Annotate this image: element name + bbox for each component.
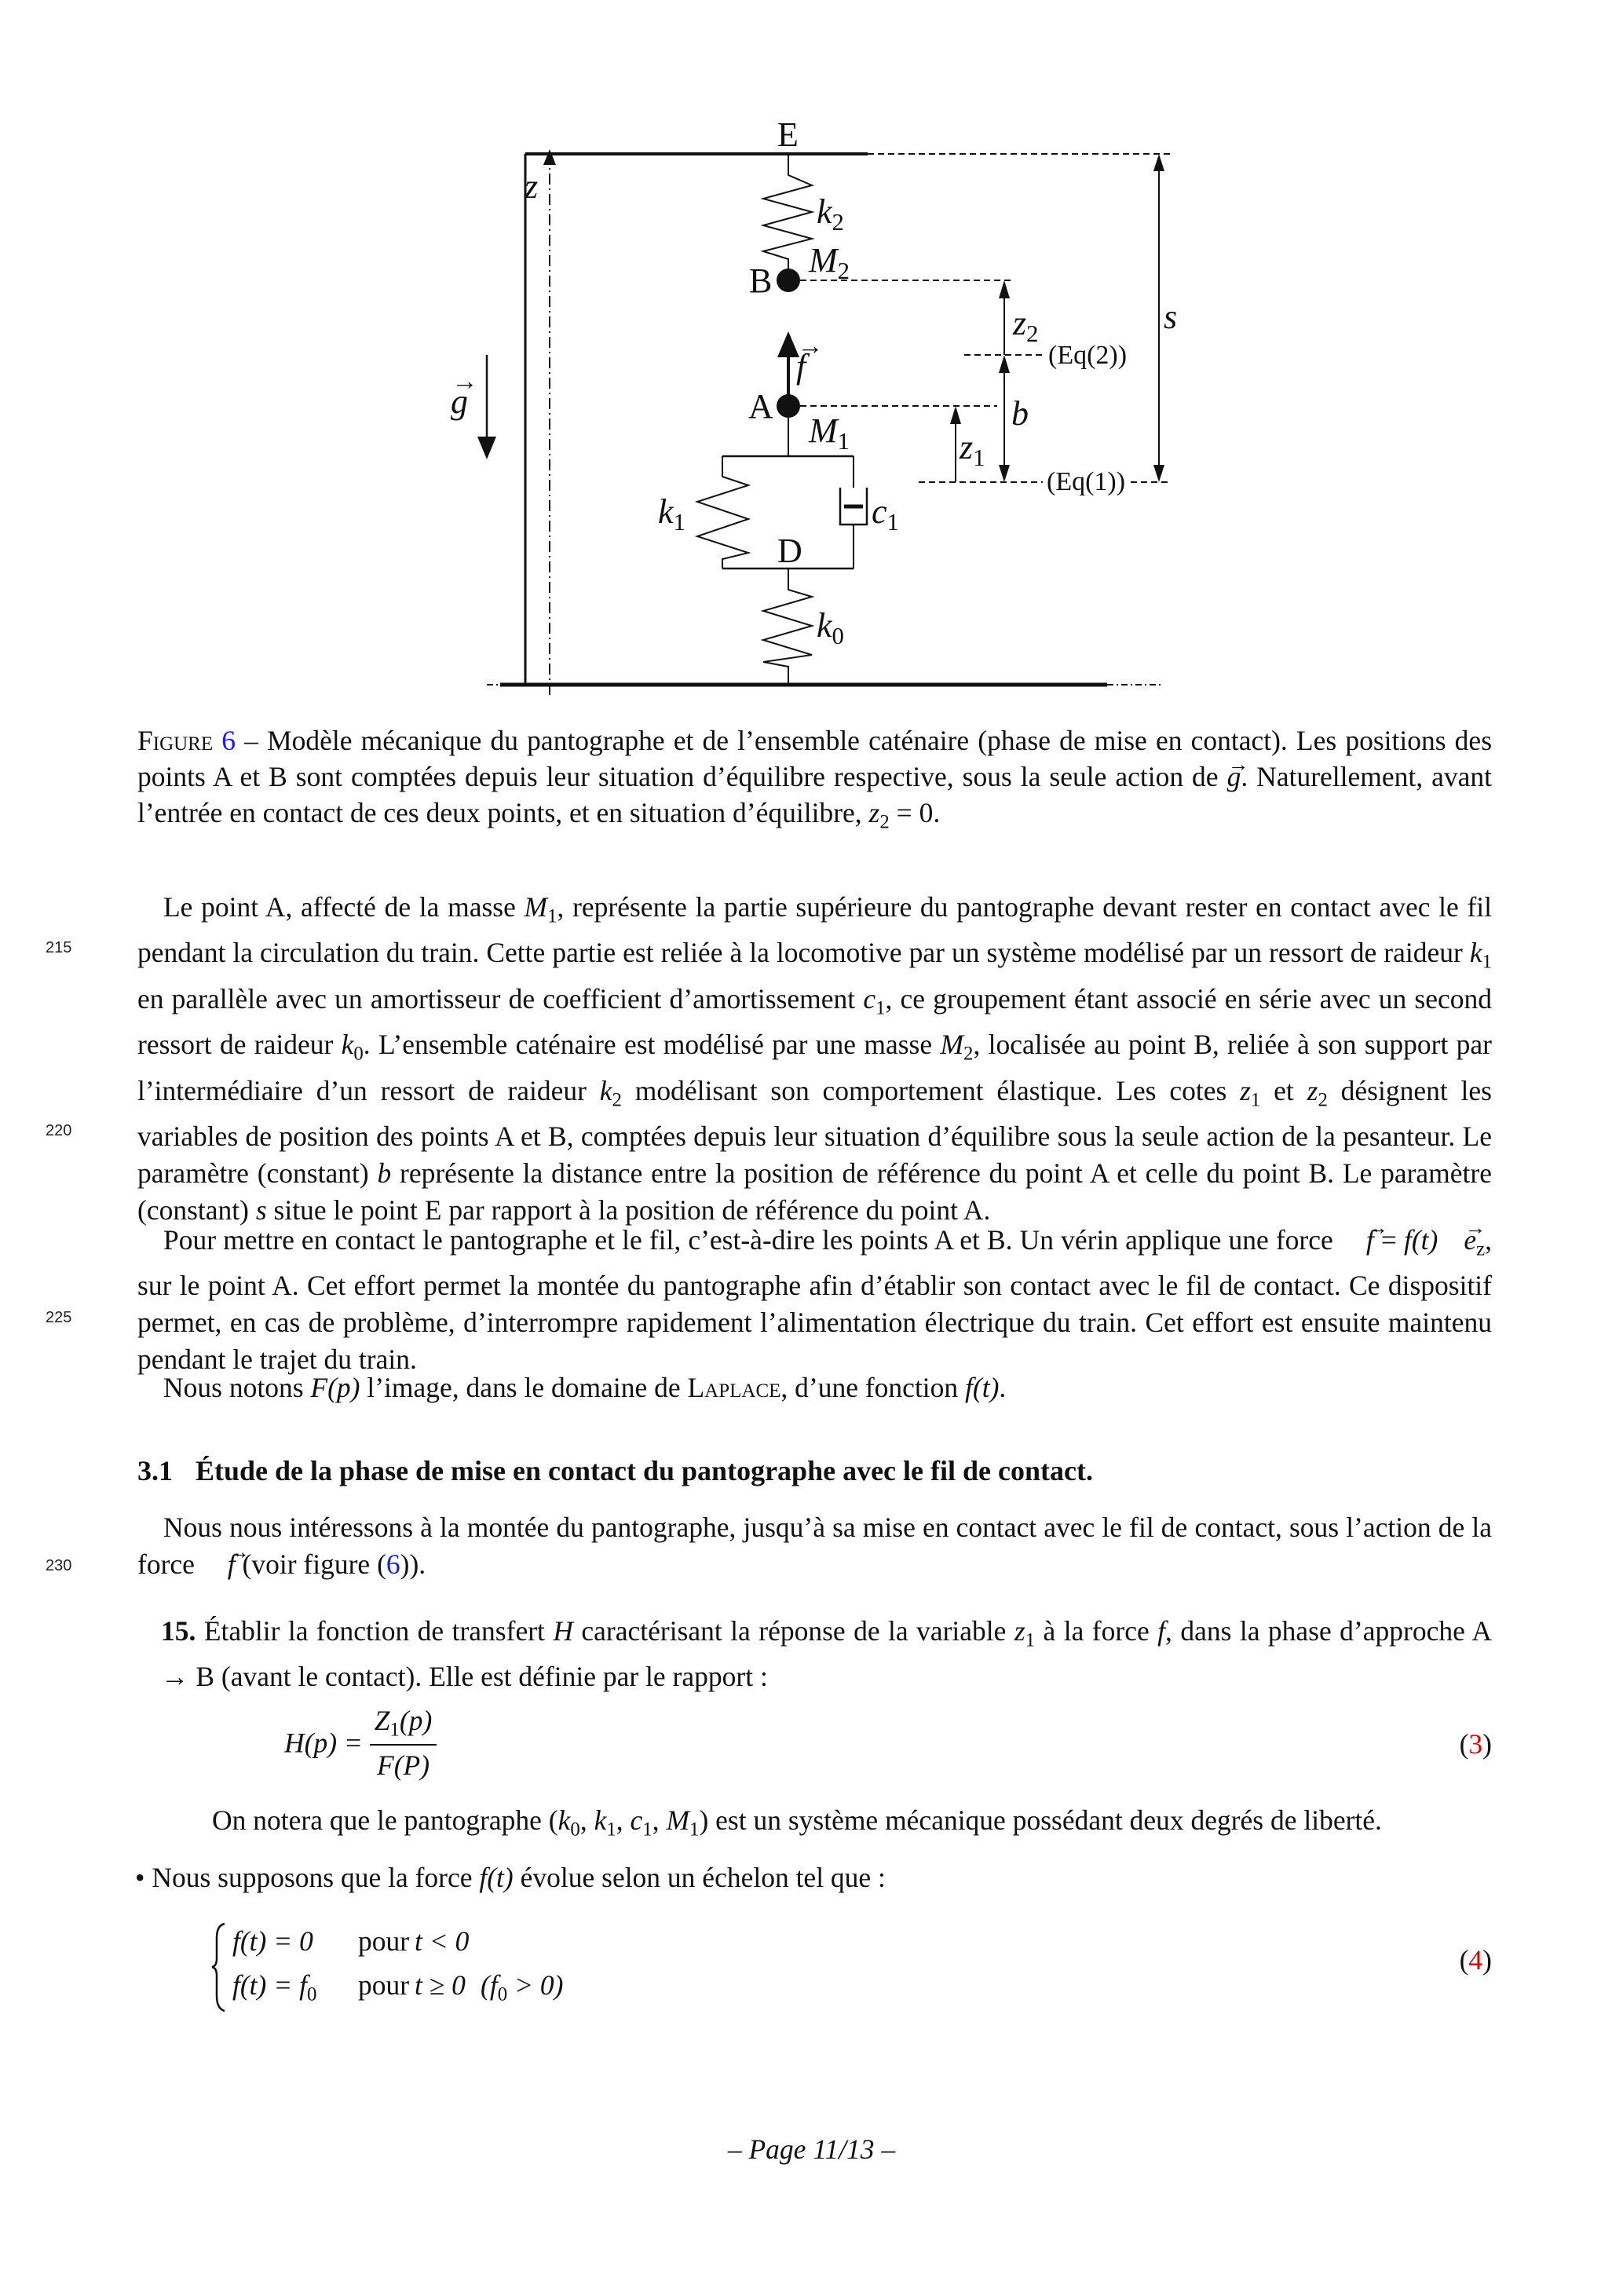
label-c1: $c_1$ bbox=[872, 492, 899, 536]
line-number: 225 bbox=[46, 1309, 72, 1326]
caption-prefix: Figure bbox=[137, 725, 214, 756]
figure-caption: Figure 6 – Modèle mécanique du pantographe et de l’ensemble caténaire (phase de mise en contact). Les positions des points A et B sont comptées depuis leur situation d’équilibre respective, sous la seule action de → g. Naturellement, avant l’entrée en contact de ces deux points, et en situation d’équilibre, $z_2 = 0$. bbox=[137, 722, 1492, 840]
label-m1: $M_1$ bbox=[809, 411, 850, 455]
label-eq1: (Eq(1)) bbox=[1047, 467, 1126, 496]
gravity-arrowhead bbox=[477, 437, 496, 459]
figure-ref-link[interactable]: 6 bbox=[386, 1548, 400, 1580]
section-heading bbox=[137, 1454, 1093, 1487]
section-title-text: Étude de la phase de mise en contact du pantographe avec le fil de contact. bbox=[196, 1455, 1093, 1486]
equation-3-number: (3) bbox=[1459, 1728, 1492, 1760]
equation-3: H(p) = $\frac{Z_1(p)}{F(P)}$ bbox=[284, 1704, 437, 1782]
label-point-e: E bbox=[777, 115, 799, 154]
label-z-axis: z bbox=[525, 167, 539, 206]
line-number: 230 bbox=[46, 1557, 72, 1574]
line-number: 215 bbox=[46, 939, 72, 956]
label-point-b: B bbox=[749, 261, 773, 300]
figure-pantograph-model bbox=[0, 0, 1623, 707]
mass-a bbox=[777, 394, 800, 418]
spring-k1 bbox=[697, 456, 748, 569]
bullet-step-force: • Nous supposons que la force f(t) évolue selon un échelon tel que : bbox=[135, 1862, 886, 1893]
label-eq2: (Eq(2)) bbox=[1048, 341, 1128, 370]
label-s: s bbox=[1164, 298, 1178, 336]
label-z1: $z_1$ bbox=[960, 428, 985, 472]
paragraph-section-intro: Nous nous intéressons à la montée du pantographe, jusqu’à sa mise en contact avec le fil de contact, sous l’action de la force → f (voir figure (6)). bbox=[137, 1509, 1492, 1583]
mass-b bbox=[777, 269, 800, 292]
g-vector-symbol: → g bbox=[1227, 759, 1241, 795]
label-k0: $k_0$ bbox=[817, 606, 844, 650]
note-degrees-of-freedom: On notera que le pantographe ($k_0$, $k_1$, $c_1$, $M_1$) est un système mécanique possédant deux degrés de liberté. bbox=[212, 1804, 1382, 1841]
label-point-d: D bbox=[777, 532, 802, 570]
section-number: 3.1 bbox=[137, 1455, 173, 1486]
label-point-a: A bbox=[748, 387, 773, 426]
question-15: 15. Établir la fonction de transfert H caractérisant la réponse de la variable $z_1$ à la force f, dans la phase d’approche A → B (avant le contact). Elle est définie par le rapport : bbox=[161, 1615, 1492, 1693]
label-m2: $M_2$ bbox=[809, 241, 850, 285]
label-k1: $k_1$ bbox=[658, 492, 685, 536]
figure-number-link[interactable]: 6 bbox=[221, 725, 236, 756]
bullet-icon: • bbox=[135, 1862, 145, 1893]
left-brace-icon bbox=[210, 1922, 228, 2013]
paragraph-force-actuator: Pour mettre en contact le pantographe et le fil, c’est-à-dire les points A et B. Un vérin applique une force → $f = f(t) \to e_z$, sur le point A. Cet effort permet la montée du pantographe afin d’établir son contact avec le fil de contact. Ce dispositif permet, en cas de problème, d’interrompre rapidement l’alimentation électrique du train. Cet effort est ensuite maintenu pendant le trajet du train. bbox=[137, 1222, 1492, 1378]
label-k2: $k_2$ bbox=[817, 192, 844, 236]
equation-4-number: (4) bbox=[1459, 1944, 1492, 1976]
paragraph-laplace-notation: Nous notons F(p) l’image, dans le domaine de Laplace, d’une fonction f(t). bbox=[163, 1372, 1007, 1403]
label-g-vector: → g bbox=[451, 385, 468, 419]
spring-k0 bbox=[763, 569, 812, 685]
z-axis-arrowhead bbox=[543, 149, 556, 165]
line-number: 220 bbox=[46, 1122, 72, 1139]
label-b: b bbox=[1011, 394, 1029, 433]
label-z2: $z_2$ bbox=[1013, 304, 1039, 348]
paragraph-model-description: Le point A, affecté de la masse $M_1$, représente la partie supérieure du pantographe devant rester en contact avec le fil pendant la circulation du train. Cette partie est reliée à la locomotive par un système modélisé par un ressort de raideur $k_1$ en parallèle avec un amortisseur de coefficient d’amortissement $c_1$, ce groupement étant associé en série avec un second ressort de raideur $k_0$. L’ensemble caténaire est modélisé par une masse $M_2$, localisée au point B, reliée à son support par l’intermédiaire d’un ressort de raideur $k_2$ modélisant son comportement élastique. Les cotes $z_1$ et $z_2$ désignent les variables de position des points A et B, comptées depuis leur situation d’équilibre sous la seule action de la pesanteur. Le paramètre (constant) b représente la distance entre la position de référence du point A et celle du point B. Le paramètre (constant) s situe le point E par rapport à la position de référence du point A. bbox=[137, 891, 1492, 1227]
page-footer: – Page 11/13 – bbox=[727, 2133, 896, 2165]
label-f-vector: → f bbox=[796, 349, 806, 384]
question-number: 15. bbox=[161, 1615, 196, 1647]
